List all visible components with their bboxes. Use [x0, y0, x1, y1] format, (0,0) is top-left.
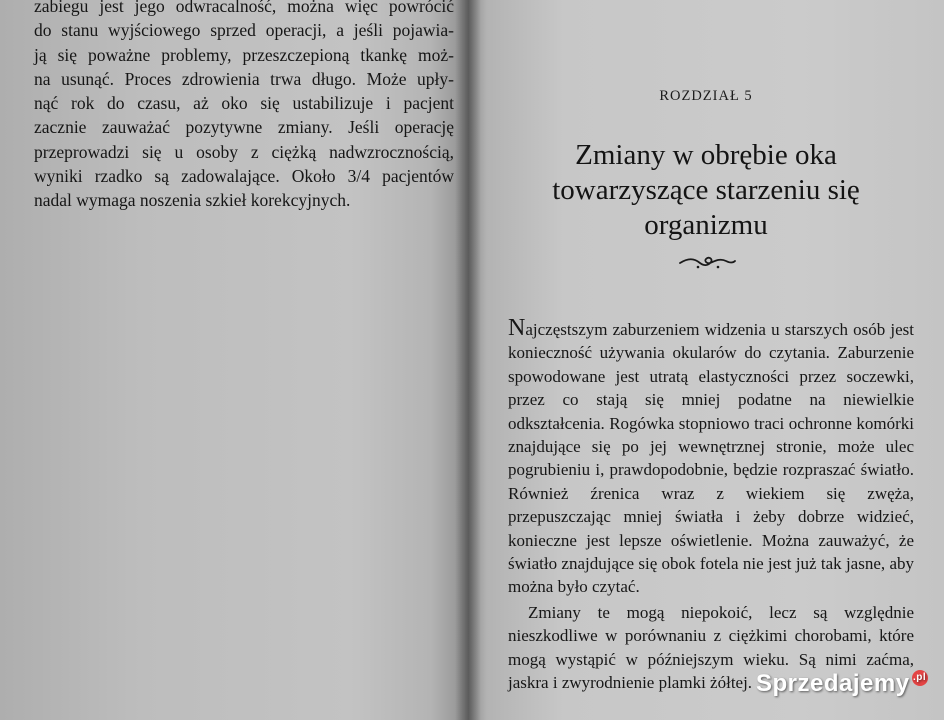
chapter-label: ROZDZIAŁ 5 [659, 88, 753, 104]
left-page-text [34, 0, 454, 213]
book-gutter [455, 0, 481, 720]
left-line: na usunąć. Proces zdrowienia trwa długo. Może upły- [34, 68, 454, 89]
paragraph-text: ajczęstszym zaburzeniem widzenia u starszych osób jest konieczność używania okularów do czytania. Zaburzenie spowodowane jest utratą elastyczności przez soczewki, przez co stają się mniej podatne na niewielkie odkształcenia. Rogówka stopniowo traci ochronne komórki znajdujące się po jej wewnętrznej stronie, może ulec pogrubieniu i, prawdopodobnie, będzie rozpraszać światło. Również źrenica wraz z wiekiem się zwęża, przepuszczając mniej światła i żeby dobrze widzieć, konieczne jest lepsze oświetlenie. Można zauważyć, że światło znajdujące się obok fotela nie jest już tak jasne, aby można było czytać. [508, 320, 914, 597]
watermark-suffix: .pl [912, 670, 928, 686]
paragraph: Zmiany te mogą niepokoić, lecz są względnie nieszkodliwe w porównaniu z ciężkimi chorobami, które mogą wystąpić w późniejszym wieku. Są nimi zaćma, jaskra i zwyrodnienie plamki żółtej. [508, 602, 914, 693]
left-line: nąć rok do czasu, aż oko się ustabilizuje i pacjent [34, 93, 454, 114]
chapter-title [468, 138, 944, 243]
watermark-text: Sprzedajemy [756, 670, 910, 697]
right-page [468, 0, 944, 720]
left-line: do stanu wyjściowego sprzed operacji, a jeśli pojawia- [34, 20, 454, 41]
left-line: ją się poważne problemy, przeszczepioną tkankę moż- [34, 44, 454, 65]
watermark-logo [756, 670, 928, 698]
chapter-title-line: towarzyszące starzeniu się [552, 174, 860, 206]
chapter-body [508, 315, 914, 695]
left-page [0, 0, 468, 720]
left-line: przeprowadzi się u osoby z ciężką nadwzrocznością, [34, 141, 454, 162]
drop-cap: N [508, 315, 526, 341]
chapter-title-line: Zmiany w obrębie oka [575, 139, 837, 171]
left-line: wyniki rzadko są zadowalające. Około 3/4 pacjentów [34, 166, 454, 187]
left-line: zabiegu jest jego odwracalność, można więc powrócić [34, 0, 454, 16]
left-line: nadal wymaga noszenia szkieł korekcyjnych. [34, 190, 351, 211]
paragraph [508, 315, 914, 599]
chapter-title-line: organizmu [644, 209, 768, 241]
ornament-icon [678, 252, 736, 272]
left-line: zacznie zauważać pozytywne zmiany. Jeśli operację [34, 117, 454, 138]
